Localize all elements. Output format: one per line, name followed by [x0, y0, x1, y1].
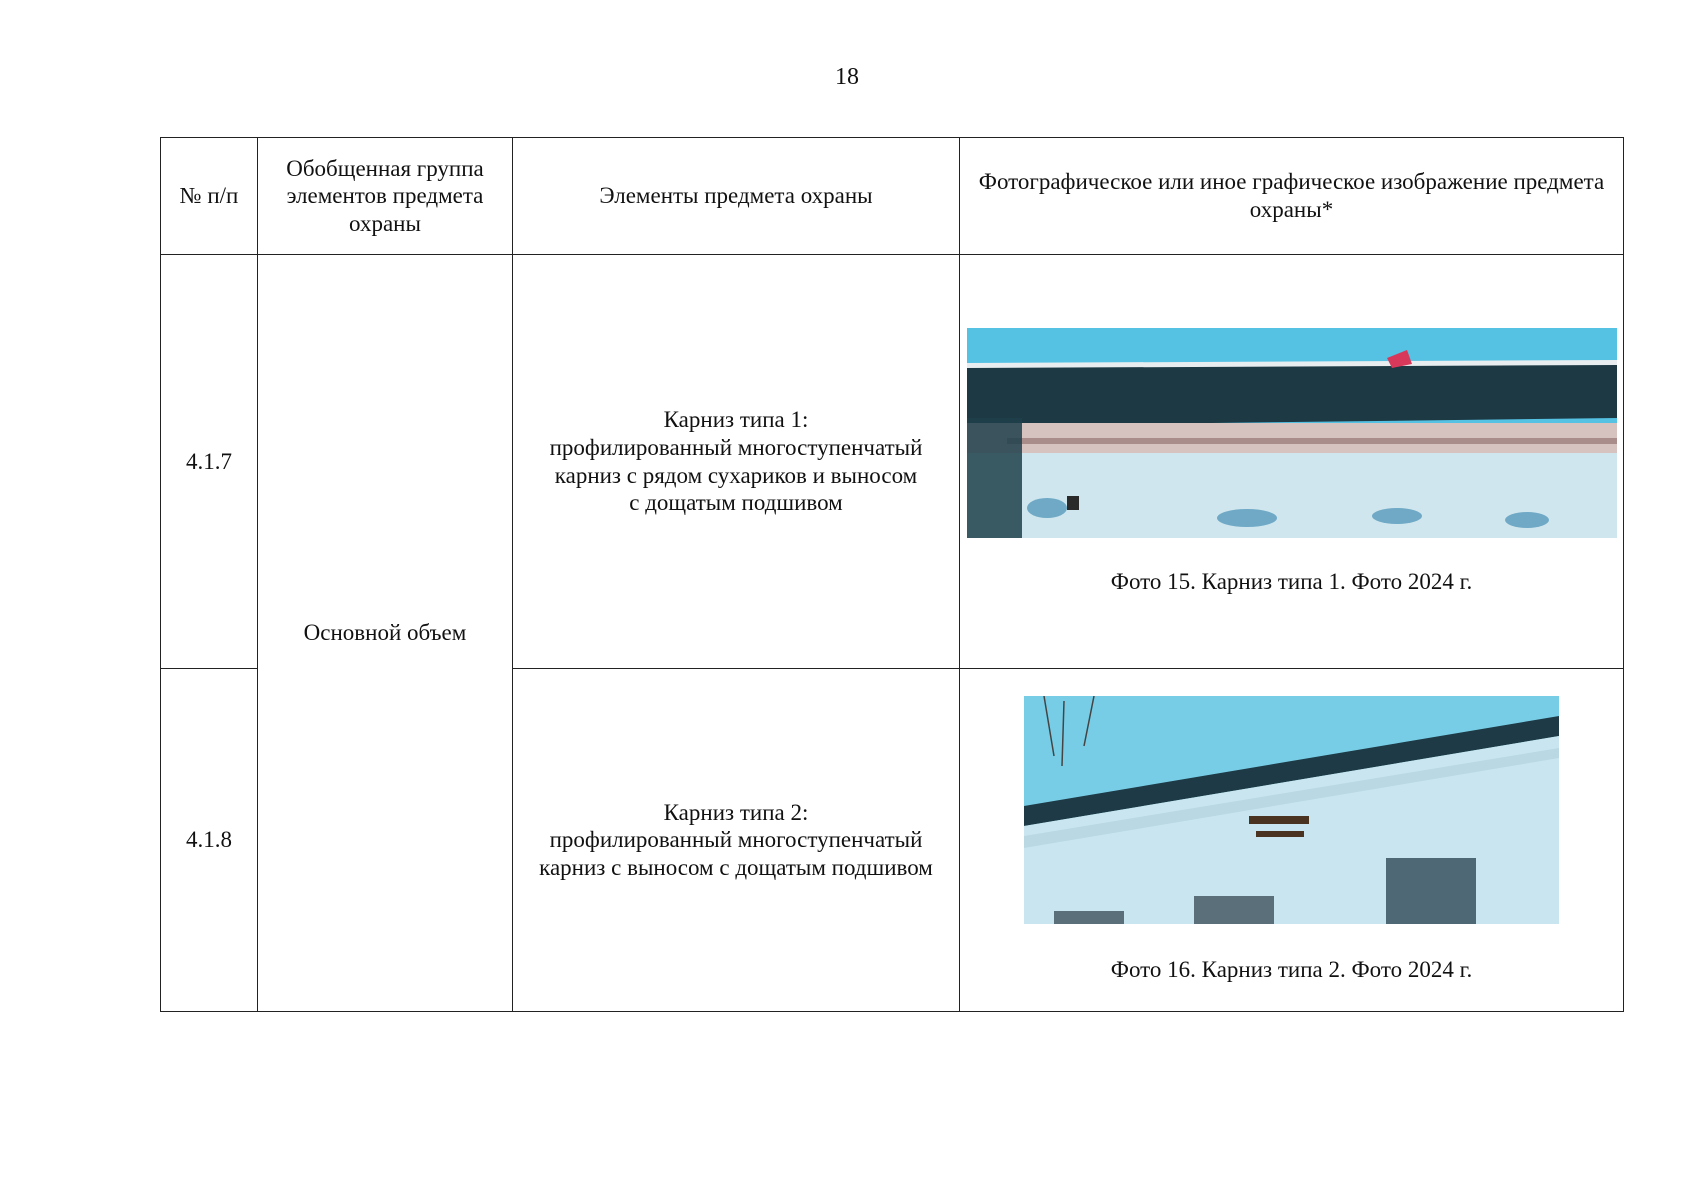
- photo-caption: Фото 16. Карниз типа 2. Фото 2024 г.: [1110, 957, 1473, 983]
- row-num: 4.1.8: [161, 669, 258, 1012]
- element-line: Карниз типа 1:: [663, 407, 809, 433]
- header-group: Обобщенная группа элементов предмета охраны: [258, 138, 513, 255]
- table-header-row: [161, 138, 1624, 255]
- element-line: с дощатым подшивом: [629, 490, 843, 516]
- table-row: [161, 255, 1624, 669]
- protection-elements-table: [160, 137, 1624, 1012]
- cornice-type-1-photo: [967, 328, 1617, 538]
- row-num: 4.1.7: [161, 255, 258, 669]
- element-line: карниз с выносом с дощатым подшивом: [539, 854, 933, 880]
- photo-cell: [960, 255, 1624, 669]
- group-cell: Основной объем: [258, 255, 513, 1012]
- photo-caption: Фото 15. Карниз типа 1. Фото 2024 г.: [1110, 568, 1473, 594]
- element-line: Карниз типа 2:: [663, 799, 809, 825]
- element-line: карниз с рядом сухариков и выносом: [554, 462, 918, 488]
- element-line: профилированный многоступенчатый: [549, 827, 923, 853]
- element-description: [513, 669, 960, 1012]
- element-line: профилированный многоступенчатый: [549, 434, 923, 460]
- photo-cell: [960, 669, 1624, 1012]
- element-description: [513, 255, 960, 669]
- cornice-type-2-photo: [1024, 696, 1559, 924]
- header-num: № п/п: [161, 138, 258, 255]
- header-elements: Элементы предмета охраны: [513, 138, 960, 255]
- header-image: Фотографическое или иное графическое изображение предмета охраны*: [960, 138, 1624, 255]
- page-number: 18: [835, 64, 859, 90]
